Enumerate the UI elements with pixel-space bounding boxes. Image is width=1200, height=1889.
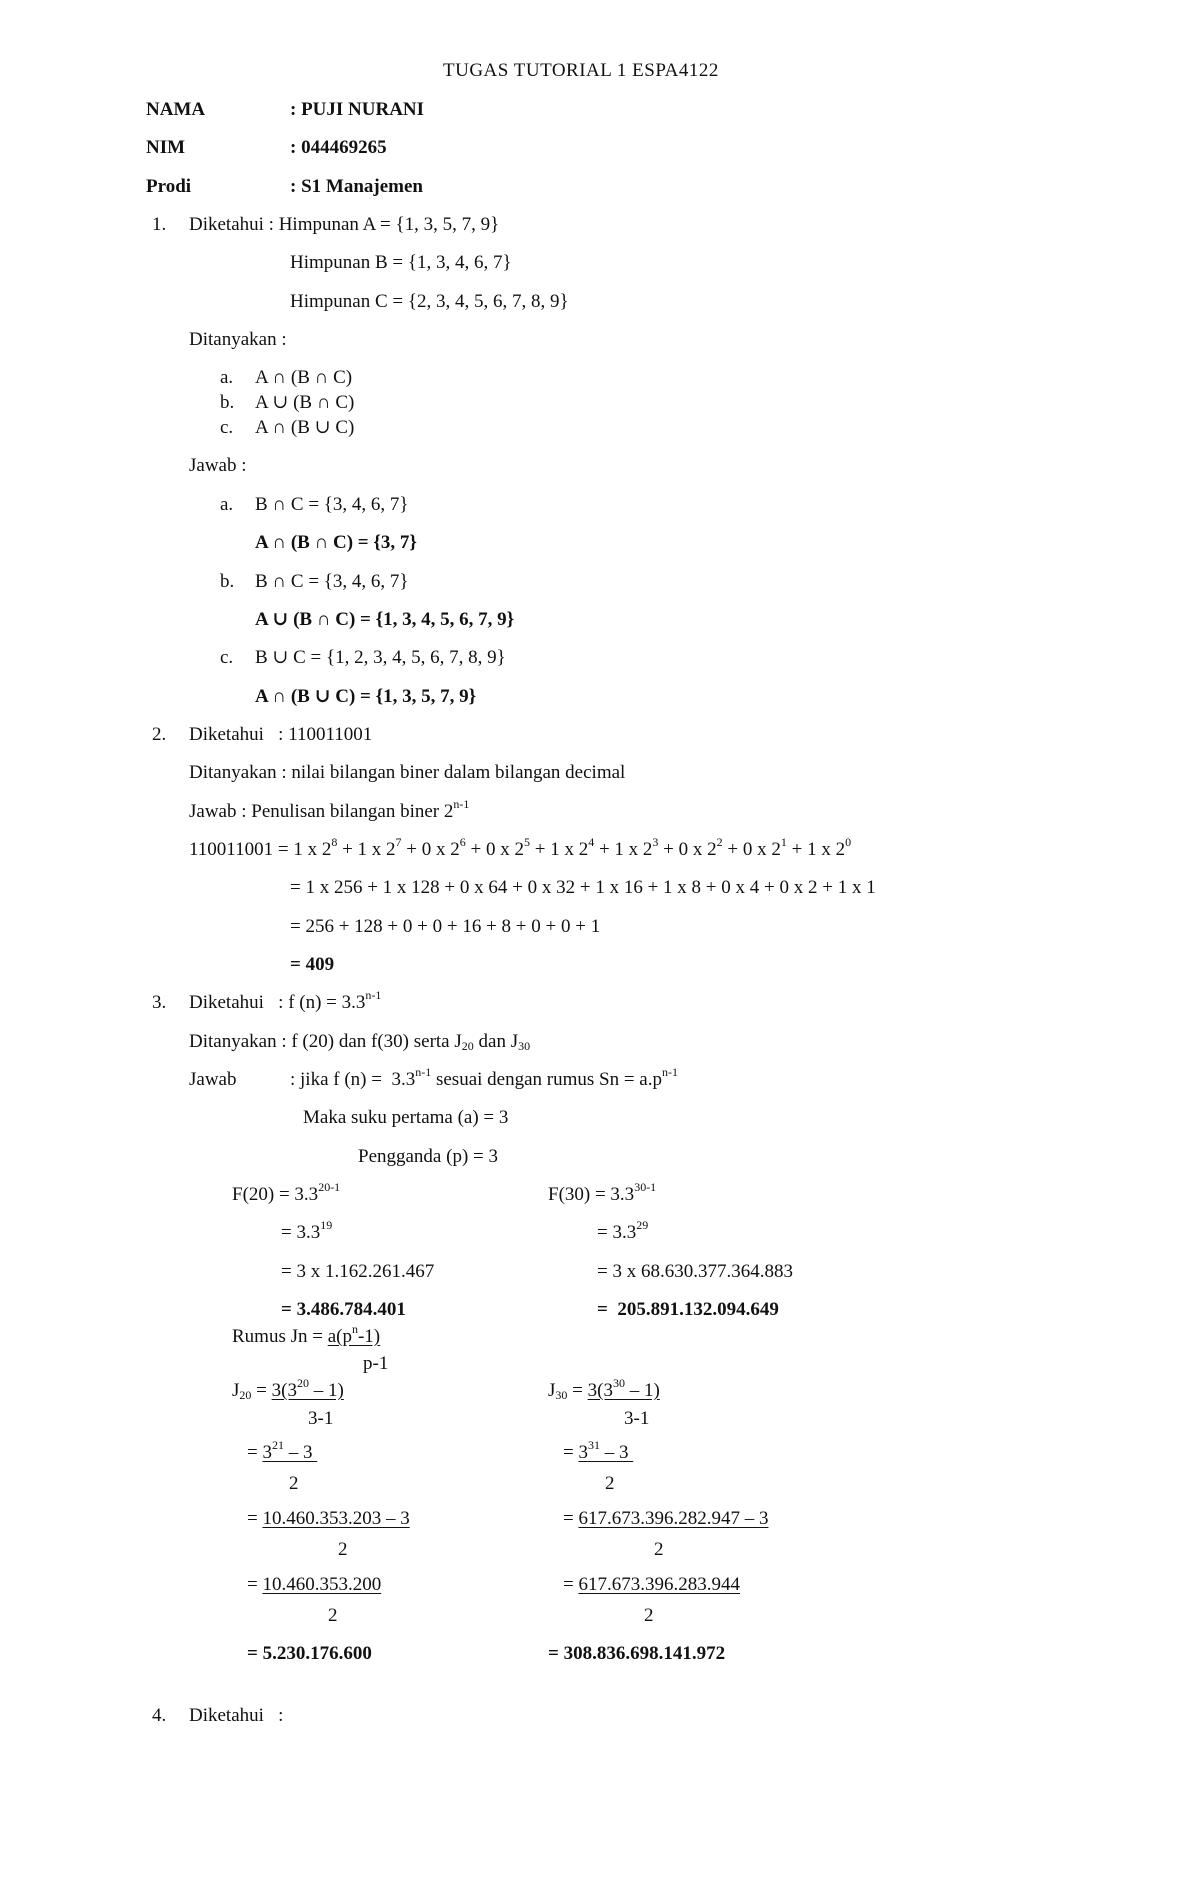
prodi-value: : S1 Manajemen [290,176,423,197]
q1-answer-step: B ∩ C = {3, 4, 6, 7} [255,494,409,515]
q2-result: = 409 [290,954,335,975]
q2-jawab-text: Jawab : Penulisan bilangan biner 2 [189,801,454,822]
q2-diketahui: Diketahui : 110011001 [189,724,373,745]
j20-step2-den: 2 [289,1473,299,1494]
j20-step4-den: 2 [328,1605,338,1626]
q1-set-c: Himpunan C = {2, 3, 4, 5, 6, 7, 8, 9} [290,291,569,312]
q4-number: 4. [152,1705,167,1726]
q2-binary: 110011001 [189,839,274,860]
j30-denominator: 3-1 [624,1408,650,1429]
q2-term: 0 x $2^2$ [678,835,723,860]
j30-step3: = 617.673.396.282.947 – 3 [563,1508,769,1529]
q1-answer-letter: b. [220,571,235,592]
q1-asked-expr: A ∩ (B ∪ C) [255,417,355,438]
q3-number: 3. [152,992,167,1013]
j30-step4: = 617.673.396.283.944 [563,1574,740,1595]
j20-step2: = $3^{21} - 3$ [247,1438,318,1463]
q1-set-b: Himpunan B = {1, 3, 4, 6, 7} [290,252,512,273]
q2-term: 1 x $2^3$ [614,835,659,860]
q2-jawab [189,797,470,823]
j20-line1: $J_{20} = 3(3^{20} - 1)$ [232,1376,344,1402]
q3-suku-pertama: Maka suku pertama (a) = 3 [303,1107,509,1128]
q2-term: 1 x $2^4$ [550,835,595,860]
f30-line3: = 3 x 68.630.377.364.883 [597,1261,793,1282]
q2-step3: = 256 + 128 + 0 + 0 + 16 + 8 + 0 + 0 + 1 [290,916,601,937]
q4-diketahui: Diketahui : [189,1705,284,1726]
f20-result: = 3.486.784.401 [281,1299,406,1320]
q1-ditanyakan: Ditanyakan : [189,329,287,350]
j30-step2-den: 2 [605,1473,615,1494]
q1-jawab: Jawab : [189,455,247,476]
j20-result: = 5.230.176.600 [247,1643,372,1664]
q2-term: 1 x $2^7$ [357,835,402,860]
nama-label: NAMA [146,99,206,120]
f30-line2: = $3.3^{29}$ [597,1218,649,1243]
q1-asked-expr: A ∩ (B ∩ C) [255,367,353,388]
q1-asked-letter: b. [220,392,235,413]
q1-answer-letter: c. [220,647,234,668]
rumus-jn-denominator: p-1 [363,1353,389,1374]
q3-ditanyakan: Ditanyakan : f (20) dan f(30) serta $J_{20}$ dan $J_{30}$ [189,1031,531,1053]
nim-value: : 044469265 [290,137,387,158]
q2-term: 0 x $2^1$ [742,835,787,860]
f20-line3: = 3 x 1.162.261.467 [281,1261,435,1282]
f20-line1: $F(20) = 3.3^{20-1}$ [232,1180,341,1205]
j30-step2: = $3^{31} - 3$ [563,1438,634,1463]
q2-term: 1 x $2^8$ [293,835,338,860]
rumus-jn: Rumus $Jn = a(p^n-1)$ [232,1322,381,1347]
nim-label: NIM [146,137,186,158]
j20-step3: = 10.460.353.203 – 3 [247,1508,410,1529]
q1-diketahui: Diketahui : Himpunan A = {1, 3, 5, 7, 9} [189,214,500,235]
j20-denominator: 3-1 [308,1408,334,1429]
q3-pengganda: Pengganda (p) = 3 [358,1146,498,1167]
q2-term: 1 x $2^0$ [807,835,852,860]
j30-line1: $J_{30} = 3(3^{30} - 1)$ [548,1376,660,1402]
q2-step2: = 1 x 256 + 1 x 128 + 0 x 64 + 0 x 32 + 1 x 16 + 1 x 8 + 0 x 4 + 0 x 2 + 1 x 1 [290,877,876,898]
q2-ditanyakan: Ditanyakan : nilai bilangan biner dalam bilangan decimal [189,762,626,783]
nama-value: : PUJI NURANI [290,99,425,120]
j30-step3-den: 2 [654,1539,664,1560]
q1-asked-expr: A ∪ (B ∩ C) [255,392,355,413]
page-title: TUGAS TUTORIAL 1 ESPA4122 [443,60,719,81]
q3-jawab-label: Jawab [189,1069,237,1090]
q1-asked-letter: a. [220,367,234,388]
q1-answer-result: A ∩ (B ∩ C) = {3, 7} [255,532,417,553]
q1-answer-step: B ∪ C = {1, 2, 3, 4, 5, 6, 7, 8, 9} [255,647,506,668]
q1-answer-letter: a. [220,494,234,515]
q1-answer-result: A ∩ (B ∪ C) = {1, 3, 5, 7, 9} [255,686,477,707]
q2-term: 0 x $2^6$ [421,835,466,860]
j30-result: = 308.836.698.141.972 [548,1643,726,1664]
q1-answer-step: B ∩ C = {3, 4, 6, 7} [255,571,409,592]
q2-jawab-exp: n-1 [453,797,470,811]
q3-diketahui: Diketahui : f $(n) = 3.3^{n-1}$ [189,988,382,1013]
q3-jawab-text: : jika f (n) = 3.3$^{n-1}$ sesuai dengan rumus $Sn = a.p^{n-1}$ [290,1065,678,1090]
q2-expansion: 110011001 = 1 x $2^8 + 1$ x $2^7 + 0$ x $2^6 + 0$ x $2^5 + 1$ x $2^4 + 1$ x $2^3 + 0$ x $2^2 + 0$ x $2^1 + 1$ x $2^0$ [189,835,852,860]
q1-asked-letter: c. [220,417,234,438]
q2-number: 2. [152,724,167,745]
q1-number: 1. [152,214,167,235]
j20-step4: = 10.460.353.200 [247,1574,382,1595]
j20-step3-den: 2 [338,1539,348,1560]
q2-term: 0 x $2^5$ [485,835,530,860]
q1-answer-result: A ∪ (B ∩ C) = {1, 3, 4, 5, 6, 7, 9} [255,609,515,630]
j30-step4-den: 2 [644,1605,654,1626]
prodi-label: Prodi [146,176,192,197]
f20-line2: = $3.3^{19}$ [281,1218,333,1243]
f30-result: = 205.891.132.094.649 [597,1299,779,1320]
f30-line1: $F(30) = 3.3^{30-1}$ [548,1180,657,1205]
